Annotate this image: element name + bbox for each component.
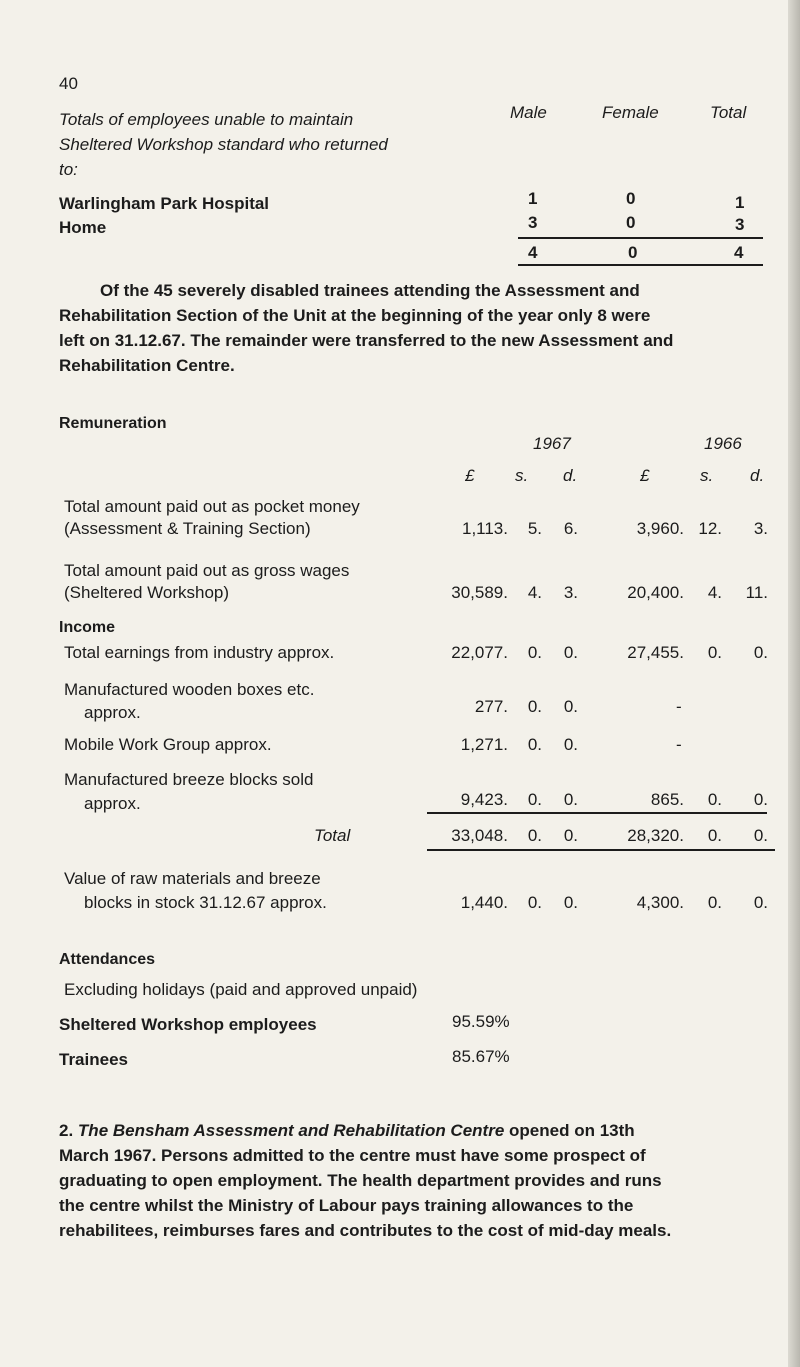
section2-first-line-rest: opened on 13th (509, 1121, 635, 1140)
table1-row-label: Home (59, 218, 107, 237)
paragraph-line: Of the 45 severely disabled trainees attending the Assessment and (100, 281, 640, 300)
value-pence-1966: 11. (745, 583, 768, 602)
income-heading: Income (59, 619, 116, 636)
income-total-label: Total (314, 826, 351, 845)
unit-pounds-1967: £ (465, 466, 475, 485)
income-row-label: Mobile Work Group approx. (64, 735, 272, 754)
table1-caption-line-2: Sheltered Workshop standard who returned (59, 135, 388, 154)
raw-materials-label: Value of raw materials and breeze (64, 869, 321, 888)
unit-pounds-1966: £ (640, 466, 650, 485)
table1-row-male: 1 (528, 189, 538, 208)
section2-line: March 1967. Persons admitted to the centre must have some prospect of (59, 1146, 646, 1165)
remuneration-row-label: (Sheltered Workshop) (64, 583, 230, 602)
section2-line: rehabilitees, reimburses fares and contributes to the cost of mid-day meals. (59, 1221, 672, 1240)
value-pence-1967: 0. (563, 735, 578, 754)
value-pounds-1966: - (676, 735, 682, 754)
year-1967-header: 1967 (533, 434, 571, 453)
remuneration-row-label: Total amount paid out as gross wages (64, 561, 350, 580)
value-pounds-1967: 33,048. (451, 826, 508, 845)
value-shillings-1967: 0. (527, 643, 542, 662)
table1-row-male: 3 (528, 213, 538, 232)
value-pence-1967: 0. (563, 826, 578, 845)
value-shillings-1966: 0. (707, 643, 722, 662)
table1-row-label: Warlingham Park Hospital (59, 194, 270, 213)
unit-pence-1967: d. (563, 466, 578, 485)
value-pounds-1966: 3,960. (636, 519, 684, 538)
table1-row-total: 3 (735, 215, 745, 234)
section2-line: graduating to open employment. The health department provides and runs (59, 1171, 662, 1190)
value-pounds-1967: 1,113. (461, 519, 508, 538)
attendances-subheading: Excluding holidays (paid and approved unpaid) (64, 980, 418, 999)
value-pounds-1967: 22,077. (451, 643, 508, 662)
value-pence-1967: 0. (563, 697, 578, 716)
value-shillings-1967: 4. (527, 583, 542, 602)
table1-total-female: 0 (628, 243, 638, 262)
attendance-row-label: Sheltered Workshop employees (59, 1015, 317, 1034)
table1-total-male: 4 (528, 243, 538, 262)
table1-total-rule (518, 264, 763, 266)
income-row-label: Manufactured wooden boxes etc. (64, 680, 315, 699)
section2-number: 2. (59, 1121, 74, 1140)
value-pence-1966: 0. (753, 790, 768, 809)
attendance-row-value: 85.67% (452, 1047, 510, 1066)
value-pence-1967: 3. (563, 583, 578, 602)
value-pounds-1966: 27,455. (627, 643, 684, 662)
value-pounds-1967: 1,440. (460, 893, 508, 912)
value-pounds-1966: - (676, 697, 682, 716)
page-number: 40 (59, 74, 78, 93)
remuneration-row-label: (Assessment & Training Section) (64, 519, 311, 538)
income-total-rule (427, 849, 775, 851)
value-shillings-1967: 0. (527, 735, 542, 754)
income-row-label: Manufactured breeze blocks sold (64, 770, 314, 789)
table1-caption-line-3: to: (59, 160, 78, 179)
income-row-label: Total earnings from industry approx. (64, 643, 335, 662)
unit-shillings-1966: s. (700, 466, 714, 485)
value-pence-1967: 0. (563, 893, 578, 912)
unit-shillings-1967: s. (515, 466, 529, 485)
table1-row-total: 1 (735, 193, 745, 212)
value-pounds-1967: 30,589. (451, 583, 508, 602)
value-pence-1967: 0. (563, 643, 578, 662)
table1-caption-line-1: Totals of employees unable to maintain (59, 110, 354, 129)
value-pence-1966: 3. (753, 519, 768, 538)
value-shillings-1967: 0. (527, 697, 542, 716)
year-1966-header: 1966 (704, 434, 742, 453)
value-pence-1966: 0. (753, 826, 768, 845)
value-shillings-1967: 5. (527, 519, 542, 538)
value-shillings-1966: 0. (707, 826, 722, 845)
section2-line: the centre whilst the Ministry of Labour pays training allowances to the (59, 1196, 634, 1215)
attendance-row-label: Trainees (59, 1050, 128, 1069)
income-row-label: approx. (84, 794, 141, 813)
section2-title: The Bensham Assessment and Rehabilitation Centre (77, 1121, 505, 1140)
value-pounds-1966: 28,320. (627, 826, 684, 845)
value-pounds-1966: 4,300. (636, 893, 684, 912)
page-edge-shadow (788, 0, 800, 1367)
value-shillings-1966: 4. (707, 583, 722, 602)
paragraph-line: left on 31.12.67. The remainder were transferred to the new Assessment and (59, 331, 674, 350)
value-pence-1966: 0. (753, 893, 768, 912)
table1-total-total: 4 (734, 243, 744, 262)
table1-header-male: Male (510, 103, 547, 122)
table1-header-female: Female (602, 103, 659, 122)
unit-pence-1966: d. (750, 466, 765, 485)
section2-first-line (59, 1118, 635, 1143)
table1-row-female: 0 (626, 213, 636, 232)
paragraph-line: Rehabilitation Centre. (59, 356, 235, 375)
value-shillings-1967: 0. (527, 826, 542, 845)
value-pence-1967: 0. (563, 790, 578, 809)
value-pence-1966: 0. (753, 643, 768, 662)
table1-header-total: Total (710, 103, 747, 122)
value-pounds-1967: 9,423. (460, 790, 508, 809)
value-pounds-1967: 277. (474, 697, 508, 716)
value-pounds-1967: 1,271. (460, 735, 508, 754)
raw-materials-label: blocks in stock 31.12.67 approx. (84, 893, 327, 912)
table1-row-female: 0 (626, 189, 636, 208)
value-pence-1967: 6. (563, 519, 578, 538)
income-row-label: approx. (84, 703, 141, 722)
attendances-heading: Attendances (59, 951, 156, 968)
value-pounds-1966: 20,400. (627, 583, 684, 602)
value-shillings-1967: 0. (527, 790, 542, 809)
income-subtotal-rule (427, 812, 767, 814)
table1-subtotal-rule (518, 237, 763, 239)
value-shillings-1966: 0. (707, 893, 722, 912)
value-shillings-1966: 0. (707, 790, 722, 809)
value-pounds-1966: 865. (650, 790, 684, 809)
remuneration-row-label: Total amount paid out as pocket money (64, 497, 360, 516)
value-shillings-1966: 12. (698, 519, 722, 538)
attendance-row-value: 95.59% (452, 1012, 510, 1031)
remuneration-heading: Remuneration (59, 415, 167, 432)
paragraph-line: Rehabilitation Section of the Unit at the beginning of the year only 8 were (59, 306, 651, 325)
value-shillings-1967: 0. (527, 893, 542, 912)
